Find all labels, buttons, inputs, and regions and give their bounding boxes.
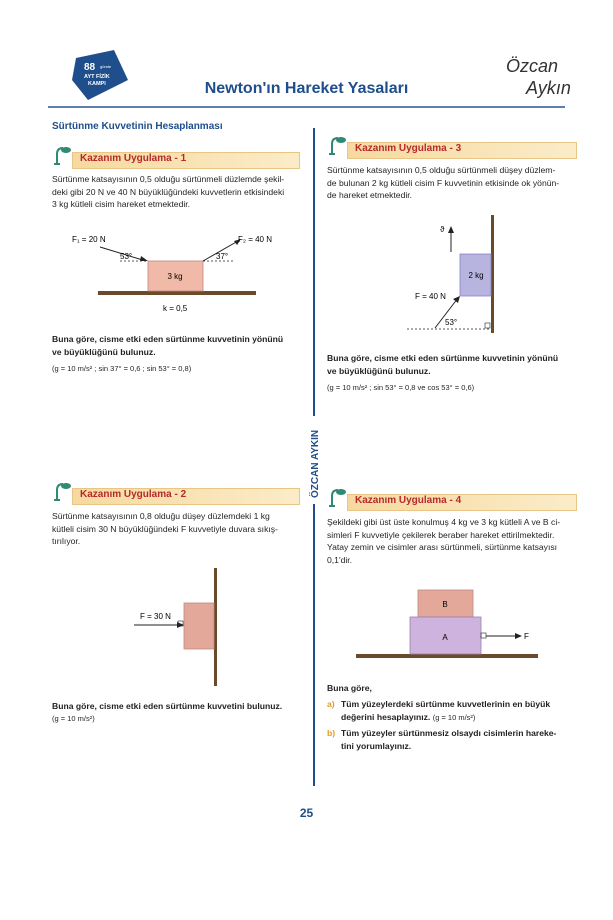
- force-f-head: [453, 296, 460, 303]
- problem3-figure: [405, 212, 515, 337]
- ground-surface: [356, 654, 538, 658]
- block-mass-label: 2 kg: [468, 271, 484, 280]
- problem3-text: [327, 164, 579, 202]
- option-a-line: değerini hesaplayınız.: [341, 711, 431, 722]
- right-angle-mark: [485, 323, 490, 328]
- angle-label: 53°: [445, 318, 458, 327]
- option-b-line: Tüm yüzeyler sürtünmesiz olsaydı cisimlerin hareke-: [341, 728, 557, 738]
- f-label: F = 40 N: [415, 292, 446, 301]
- problem4-question-lead: Buna göre,: [327, 683, 372, 693]
- problem2-line: Sürtünme katsayısının 0,8 olduğu düşey düzlemdeki 1 kg: [52, 511, 270, 521]
- problem3-line: de bulunan 2 kg kütleli cisim F kuvvetinin etkisinde ok yönün-: [327, 177, 560, 188]
- angle1-label: 53°: [120, 252, 133, 261]
- problem3-banner: [327, 138, 577, 160]
- problem1-given: (g = 10 m/s² ; sin 37° = 0,6 ; sin 53° = 0,8): [52, 364, 192, 373]
- problem4-option-b: [327, 727, 581, 751]
- problem2-given: (g = 10 m/s²): [52, 714, 95, 723]
- problem1-question: [52, 333, 304, 358]
- problem4-line: 0,1'dir.: [327, 554, 353, 565]
- block-1kg: [184, 603, 214, 649]
- vertical-wall: [491, 215, 494, 333]
- block-b-label: B: [442, 600, 448, 609]
- column-divider-top: [313, 128, 315, 416]
- vertical-label-text: ÖZCAN AYKIN: [310, 429, 321, 498]
- option-b-line: tini yorumlayınız.: [341, 740, 412, 751]
- problem2-line: kütleli cisim 30 N büyüklüğündeki F kuvvetiyle duvara sıkış-: [52, 523, 278, 534]
- column-divider-bottom: [313, 504, 315, 786]
- problem4-line: Yatay zemin ve cisimler arası sürtünmeli, sürtünme katsayısı: [327, 542, 558, 552]
- problem1-line: 3 kg kütleli cisim hareket etmektedir.: [52, 199, 191, 209]
- problem2-text: [52, 510, 302, 548]
- signature-first: Özcan: [506, 56, 559, 76]
- angle2-label: 37°: [216, 252, 229, 261]
- option-a-note: (g = 10 m/s²): [432, 712, 476, 722]
- f-label: F: [524, 632, 529, 641]
- option-a-line: Tüm yüzeylerdeki sürtünme kuvvetlerinin en büyük: [341, 699, 551, 709]
- logo-subject: AYT FİZİK: [84, 74, 110, 80]
- page-number: 25: [299, 806, 314, 820]
- problem1-banner: [52, 148, 300, 170]
- problem3-line: de hareket etmektedir.: [327, 190, 413, 200]
- problem2-title: Kazanım Uygulama - 2: [80, 489, 187, 500]
- problem3-given: (g = 10 m/s² ; sin 53° = 0,8 ve cos 53° = 0,6): [327, 383, 475, 392]
- problem3-question: [327, 352, 581, 377]
- problem1-question-line: Buna göre, cisme etki eden sürtünme kuvvetinin yönünü: [52, 334, 284, 344]
- problem4-title: Kazanım Uygulama - 4: [355, 495, 462, 506]
- logo-word: günde: [100, 64, 112, 69]
- page-title: Newton'ın Hareket Yasaları: [204, 80, 409, 97]
- section-title: Sürtünme Kuvvetinin Hesaplanması: [52, 121, 223, 132]
- logo-camp: KAMPI: [88, 81, 106, 87]
- problem1-line: deki gibi 20 N ve 40 N büyüklüğündeki kuvvetlerin etkisindeki: [52, 186, 285, 197]
- problem1-question-line: ve büyüklüğünü bulunuz.: [52, 346, 156, 357]
- velocity-label: ϑ: [440, 225, 445, 234]
- force-f-head: [515, 633, 522, 639]
- right-angle-mark: [481, 633, 486, 638]
- signature-last: Aykın: [526, 78, 571, 98]
- block-a-label: A: [442, 633, 448, 642]
- problem2-banner: [52, 484, 300, 506]
- vertical-wall: [214, 568, 217, 686]
- problem2-figure: [130, 565, 240, 690]
- problem4-line: Şekildeki gibi üst üste konulmuş 4 kg ve 3 kg kütleli A ve B ci-: [327, 517, 561, 527]
- problem4-banner: [327, 490, 577, 512]
- author-signature: [500, 50, 595, 100]
- velocity-head: [448, 226, 454, 233]
- header-divider: [48, 106, 565, 108]
- option-letter: b): [327, 728, 336, 738]
- problem4-line: simleri F kuvvetiyle çekilerek beraber hareket ettirilmektedir.: [327, 529, 555, 540]
- block-mass-label: 3 kg: [167, 272, 183, 281]
- problem1-figure: [60, 225, 300, 320]
- problem4-text: [327, 516, 581, 566]
- problem1-text: [52, 173, 302, 211]
- problem2-question: Buna göre, cisme etki eden sürtünme kuvvetini bulunuz.: [52, 701, 283, 711]
- problem3-question-line: Buna göre, cisme etki eden sürtünme kuvvetinin yönünü: [327, 353, 559, 363]
- problem4-figure: [350, 582, 550, 662]
- f1-label: F₁ = 20 N: [72, 235, 106, 244]
- problem4-option-a: [327, 698, 581, 722]
- problem3-title: Kazanım Uygulama - 3: [355, 143, 462, 154]
- ground-surface: [98, 291, 256, 295]
- problem1-line: Sürtünme katsayısının 0,5 olduğu sürtünmeli düzlemde şekil-: [52, 174, 285, 184]
- option-letter: a): [327, 699, 335, 709]
- f2-label: F₂ = 40 N: [238, 235, 273, 244]
- force-f1-head: [140, 256, 148, 261]
- problem3-line: Sürtünme katsayısının 0,5 olduğu sürtünmeli düşey düzlem-: [327, 165, 556, 175]
- problem3-question-line: ve büyüklüğünü bulunuz.: [327, 365, 431, 376]
- friction-coefficient: k = 0,5: [163, 304, 188, 313]
- logo-number: 88: [84, 62, 96, 73]
- f-label: F = 30 N: [140, 612, 171, 621]
- problem1-title: Kazanım Uygulama - 1: [80, 153, 187, 164]
- problem2-line: tırılıyor.: [52, 536, 81, 546]
